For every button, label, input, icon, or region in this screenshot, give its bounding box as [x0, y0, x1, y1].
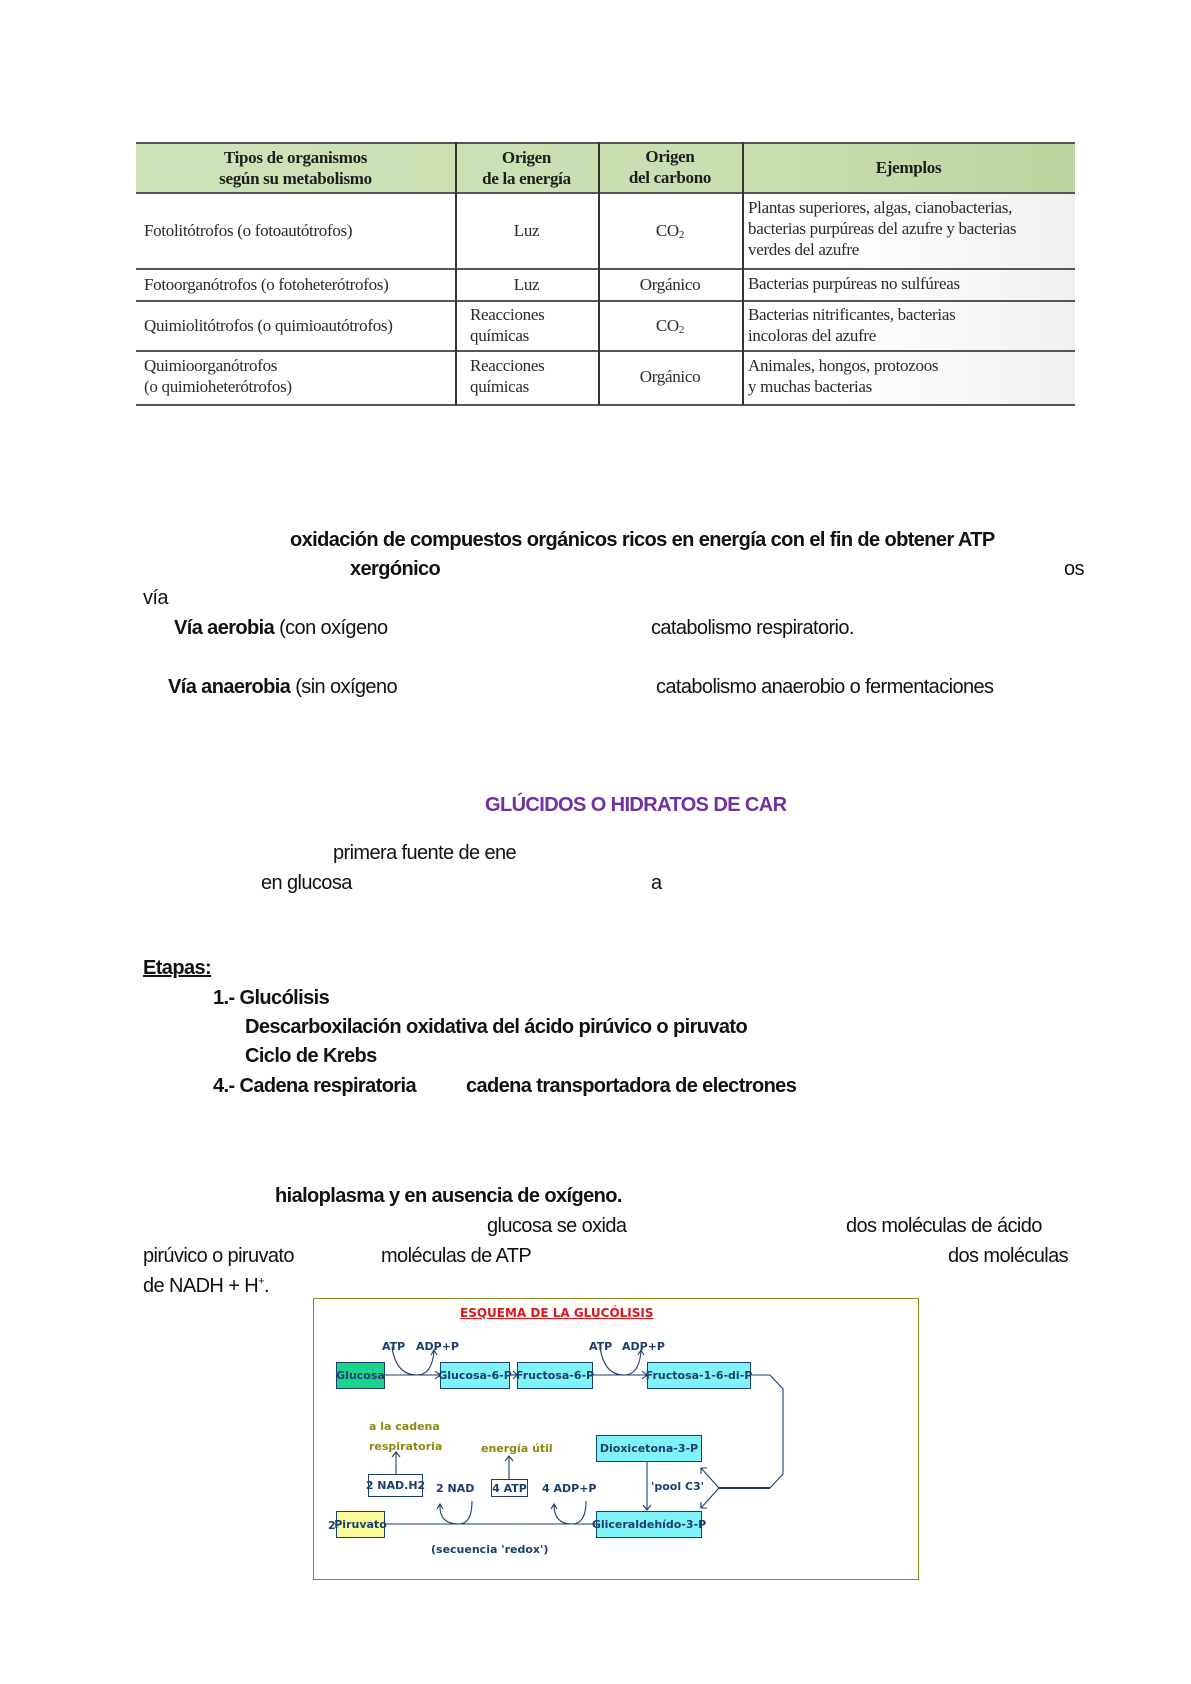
atp-label: ATP [382, 1340, 406, 1353]
glycolysis-text: pirúvico o piruvato [143, 1245, 294, 1267]
section-title: GLÚCIDOS O HIDRATOS DE CAR [485, 794, 787, 816]
cell-carbono [598, 366, 742, 387]
node-fructosa-6-p: Fructosa-6-P [517, 1362, 593, 1389]
cell-text: Orgánico [639, 367, 701, 386]
glycolysis-text [143, 1276, 269, 1296]
cell-energia [470, 355, 544, 397]
cell-ejemplos [748, 197, 1016, 260]
header-line: Origen [501, 148, 552, 167]
aerobic-result: catabolismo respiratorio. [651, 617, 854, 639]
cell-text: bacterias purpúreas del azufre y bacterias [748, 219, 1017, 238]
header-origen-carbono [598, 146, 742, 188]
cell-text: CO [655, 221, 679, 240]
cell-text: Animales, hongos, protozoos [748, 356, 939, 375]
node-glucosa: Glucosa [336, 1362, 385, 1389]
cell-ejemplos [748, 304, 955, 346]
nadh2-text: 2 NAD.H [365, 1479, 418, 1492]
glycolysis-diagram [313, 1298, 919, 1580]
node-nadh2 [365, 1474, 426, 1497]
cell-carbono [598, 220, 742, 246]
intro-line-1: primera fuente de ene [333, 842, 517, 864]
table-divider [742, 142, 744, 405]
cell-text: y muchas bacterias [748, 377, 872, 396]
cell-text: Bacterias purpúreas no sulfúreas [748, 274, 960, 293]
cell-text: Quimioorganótrofos [144, 356, 278, 375]
anaerobic-label: Vía anaerobia [168, 676, 291, 698]
subscript: 2 [417, 1479, 426, 1492]
table-divider [136, 142, 1075, 144]
superscript: + [258, 1275, 264, 1288]
stage-item-extra: cadena transportadora de electrones [466, 1075, 797, 1097]
cell-text: Orgánico [639, 275, 701, 294]
node-4-atp: 4 ATP [491, 1479, 528, 1497]
intro-line-2: en glucosa [261, 872, 352, 894]
table-divider [136, 268, 1075, 270]
piruvato-count: 2 [328, 1519, 336, 1532]
header-line: Tipos de organismos [223, 148, 368, 167]
table-divider [136, 350, 1075, 352]
node-piruvato: Piruvato [336, 1511, 385, 1538]
cell-tipo [144, 274, 388, 295]
cell-text: Fotoorganótrofos (o fotoheterótrofos) [144, 275, 389, 294]
stage-label: Cadena respiratoria [239, 1075, 416, 1097]
cell-tipo [144, 355, 292, 397]
cell-text: Bacterias nitrificantes, bacterias [748, 305, 956, 324]
subscript: 2 [678, 229, 685, 241]
period: . [263, 1275, 269, 1297]
metabolism-types-table [136, 142, 1075, 405]
cell-energia [470, 304, 544, 346]
cell-text: Plantas superiores, algas, cianobacterias, [748, 198, 1013, 217]
stage-number: 1.- [213, 987, 235, 1009]
diagram-title: ESQUEMA DE LA GLUCÓLISIS [460, 1306, 654, 1320]
aerobic-pathway [174, 618, 388, 638]
adp-label: ADP+P [622, 1340, 665, 1353]
cell-carbono [598, 274, 742, 295]
redox-label: (secuencia 'redox') [431, 1543, 549, 1556]
table-divider [136, 300, 1075, 302]
stage-item: Ciclo de Krebs [245, 1045, 377, 1067]
glycolysis-text: dos moléculas [948, 1245, 1069, 1267]
cell-carbono [598, 315, 742, 341]
catabolism-definition: oxidación de compuestos orgánicos ricos en energía con el fin de obtener ATP [290, 529, 995, 551]
node-dioxicetona-3-p: Dioxicetona-3-P [596, 1435, 702, 1462]
header-line: Ejemplos [875, 158, 942, 177]
cell-text: Reacciones [470, 305, 545, 324]
node-gliceraldehido-3-p: Gliceraldehído-3-P [596, 1511, 702, 1538]
cell-text: Luz [513, 221, 540, 240]
catabolism-xergonic: xergónico [350, 558, 441, 580]
anaerobic-condition: (sin oxígeno [295, 676, 397, 698]
node-glucosa-6-p: Glucosa-6-P [440, 1362, 510, 1389]
aerobic-label: Vía aerobia [174, 617, 275, 639]
header-ejemplos [742, 157, 1075, 178]
annotation-energia: energía útil [481, 1442, 553, 1455]
pool-c3-label: 'pool C3' [651, 1480, 705, 1493]
cell-ejemplos [748, 355, 938, 397]
header-line: de la energía [482, 169, 571, 188]
glycolysis-text: dos moléculas de ácido [846, 1215, 1042, 1237]
table-divider [136, 192, 1075, 194]
header-tipos [136, 147, 455, 189]
stage-label: Glucólisis [239, 987, 330, 1009]
atp-label: ATP [589, 1340, 613, 1353]
adp-label: ADP+P [416, 1340, 459, 1353]
nadh-text: de NADH + H [143, 1275, 259, 1297]
header-line: Origen [645, 147, 695, 166]
nad-label: 2 NAD [436, 1482, 475, 1495]
cell-text: Quimiolitótrofos (o quimioautótrofos) [144, 316, 393, 335]
stage-item [213, 1076, 416, 1096]
intro-line-2-fragment: a [651, 872, 662, 894]
anaerobic-pathway [168, 677, 397, 697]
node-fructosa-1-6-di-p: Fructosa-1-6-di-P [647, 1362, 751, 1389]
header-line: del carbono [628, 168, 712, 187]
glycolysis-text: glucosa se oxida [487, 1215, 627, 1237]
cell-energia [455, 220, 598, 241]
stage-number: 4.- [213, 1075, 235, 1097]
cell-text: Luz [513, 275, 540, 294]
cell-text: CO [655, 316, 679, 335]
cell-tipo [144, 220, 352, 241]
cell-text: (o quimioheterótrofos) [144, 377, 292, 396]
table-divider [136, 404, 1075, 406]
cell-tipo [144, 315, 393, 336]
header-line: según su metabolismo [219, 169, 372, 188]
stage-item [213, 988, 329, 1008]
header-origen-energia [455, 147, 598, 189]
catabolism-fragment: os [1064, 558, 1084, 580]
catabolism-via: vía [143, 587, 168, 609]
glycolysis-location: hialoplasma y en ausencia de oxígeno. [275, 1185, 622, 1207]
subscript: 2 [678, 324, 685, 336]
cell-text: químicas [470, 377, 529, 396]
annotation-cadena: a la cadena [369, 1420, 440, 1433]
cell-text: incoloras del azufre [748, 326, 877, 345]
aerobic-condition: (con oxígeno [279, 617, 388, 639]
stages-heading: Etapas: [143, 957, 212, 979]
annotation-respiratoria: respiratoria [369, 1440, 443, 1453]
cell-text: Fotolitótrofos (o fotoautótrofos) [144, 221, 353, 240]
stage-item: Descarboxilación oxidativa del ácido pirúvico o piruvato [245, 1016, 748, 1038]
cell-text: Reacciones [470, 356, 545, 375]
adp4-label: 4 ADP+P [542, 1482, 597, 1495]
cell-energia [455, 274, 598, 295]
cell-text: químicas [470, 326, 529, 345]
cell-ejemplos [748, 273, 960, 294]
glycolysis-text: moléculas de ATP [381, 1245, 532, 1267]
anaerobic-result: catabolismo anaerobio o fermentaciones [656, 676, 994, 698]
cell-text: verdes del azufre [748, 240, 859, 259]
